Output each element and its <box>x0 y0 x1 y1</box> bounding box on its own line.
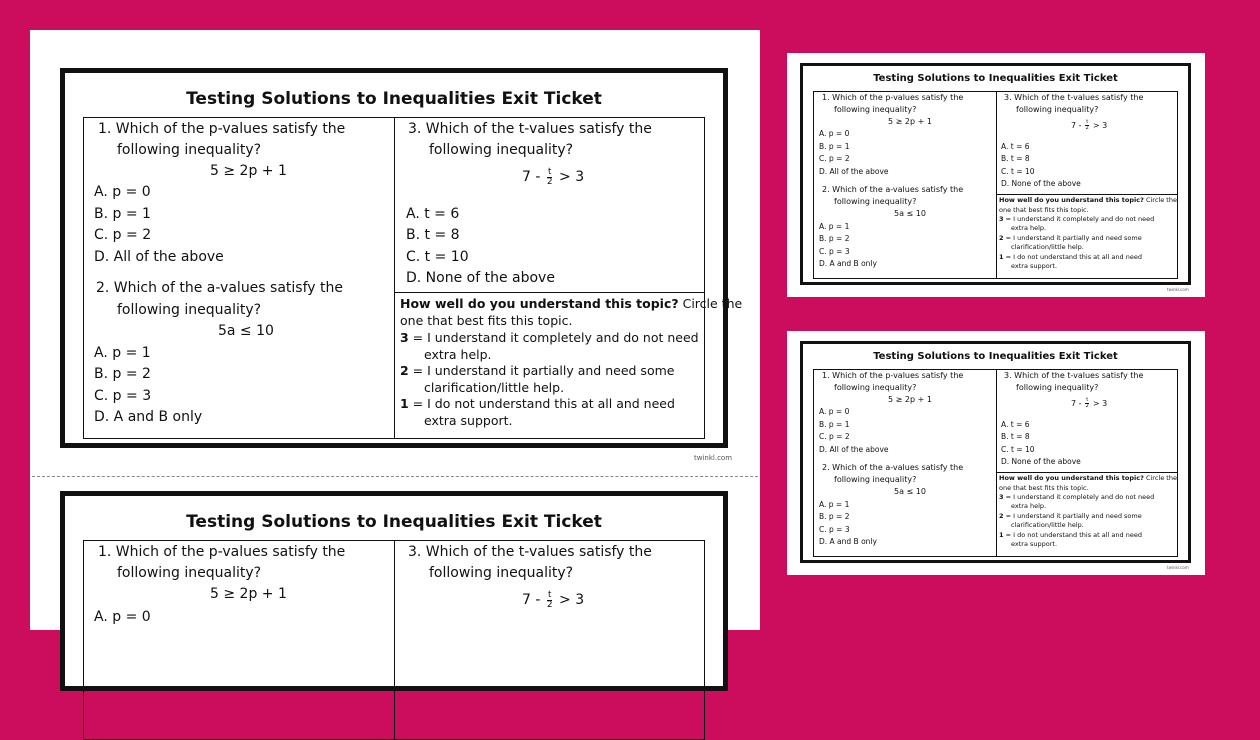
pv-rating-3-num: 3 <box>999 215 1004 223</box>
pv-q3-ineq-left: 7 - <box>1071 120 1085 130</box>
q3-line1: 3. Which of the t-values satisfy the <box>408 121 652 137</box>
preview-row-divider-b <box>996 472 1177 473</box>
pvb-rating-1-text: = I do not understand this at all and need <box>1003 531 1142 539</box>
q3-fraction <box>547 168 553 186</box>
pv-rating-heading-rest: Circle the <box>1143 196 1177 204</box>
q3-fraction-2 <box>547 591 553 609</box>
pvb-rating-2-text: = I understand it partially and need some <box>1003 512 1142 520</box>
q3-line1-2: 3. Which of the t-values satisfy the <box>408 544 652 560</box>
q3-option-a: A. t = 6 <box>406 206 460 222</box>
q1-option-d: D. All of the above <box>94 249 224 265</box>
pv-q3-line2: following inequality? <box>1016 105 1099 114</box>
rating-heading <box>400 298 742 311</box>
preview-grid-b <box>813 369 1178 557</box>
pv-q2-line1: 2. Which of the a-values satisfy the <box>822 185 964 194</box>
rating-2-num: 2 <box>400 363 409 378</box>
q2-inequality: 5a ≤ 10 <box>218 323 274 339</box>
pv-rating-2 <box>999 235 1142 242</box>
q3-fraction-num: t <box>548 167 552 177</box>
rating-2-cont: clarification/little help. <box>424 380 565 395</box>
pv-q3-frac-num: t <box>1086 119 1089 125</box>
pvb-rating-3-num: 3 <box>999 493 1004 501</box>
q3-inequality <box>522 168 584 186</box>
pv-q3-frac <box>1085 120 1089 131</box>
q2-option-a: A. p = 1 <box>94 345 151 361</box>
q3-fraction-den: 2 <box>546 176 553 187</box>
q3-ineq-right-2: > 3 <box>554 592 585 609</box>
pv-q2-c: C. p = 3 <box>819 247 850 256</box>
pv-q3-c: C. t = 10 <box>1001 167 1035 176</box>
pv-q1-line1: 1. Which of the p-values satisfy the <box>822 93 964 102</box>
pv-q2-a: A. p = 1 <box>819 222 850 231</box>
pvb-q1-a: A. p = 0 <box>819 407 850 416</box>
rating-3 <box>400 332 699 345</box>
row-divider <box>394 292 704 293</box>
pv-rating-heading-bold: How well do you understand this topic? <box>999 196 1144 204</box>
pvb-q1-ineq: 5 ≥ 2p + 1 <box>888 395 932 404</box>
pvb-q1-c: C. p = 2 <box>819 432 850 441</box>
brand-logo-preview-top: twinkl.com <box>1167 287 1189 292</box>
brand-logo-main: twinkl.com <box>694 454 733 462</box>
pv-rating-heading <box>999 197 1177 204</box>
ticket-grid-2 <box>83 540 705 740</box>
pv-rating-1-num: 1 <box>999 253 1004 261</box>
q2-option-d: D. A and B only <box>94 409 203 425</box>
pv-q3-a: A. t = 6 <box>1001 142 1030 151</box>
pv-rating-1-text: = I do not understand this at all and need <box>1003 253 1142 261</box>
pvb-q2-c: C. p = 3 <box>819 525 850 534</box>
q3-inequality-2 <box>522 591 584 609</box>
pvb-rating-line2: one that best fits this topic. <box>999 484 1089 492</box>
preview-title: Testing Solutions to Inequalities Exit Ticket <box>873 73 1118 84</box>
q1-line1-2: 1. Which of the p-values satisfy the <box>98 544 346 560</box>
pvb-rating-3 <box>999 494 1154 501</box>
q1-option-b: B. p = 1 <box>94 206 151 222</box>
pvb-rating-heading <box>999 475 1177 482</box>
q3-fraction-num-2: t <box>548 590 552 600</box>
preview-sheet-top <box>787 53 1205 297</box>
q2-option-b: B. p = 2 <box>94 366 151 382</box>
pvb-q3-ineq-right: > 3 <box>1090 398 1108 408</box>
pv-q1-ineq: 5 ≥ 2p + 1 <box>888 117 932 126</box>
pvb-rating-1-num: 1 <box>999 531 1004 539</box>
pv-q3-line1: 3. Which of the t-values satisfy the <box>1004 93 1144 102</box>
pvb-q3-frac <box>1085 398 1089 409</box>
ticket-grid <box>83 117 743 439</box>
pvb-q3-line2: following inequality? <box>1016 383 1099 392</box>
pv-q1-d: D. All of the above <box>819 167 889 176</box>
pvb-q2-line2: following inequality? <box>834 475 917 484</box>
rating-1-text: = I do not understand this at all and need <box>408 396 675 411</box>
q3-fraction-den-2: 2 <box>546 599 553 610</box>
pv-q3-ineq <box>1071 120 1107 131</box>
q3-option-c: C. t = 10 <box>406 249 469 265</box>
preview-sheet-bottom <box>787 331 1205 575</box>
pvb-q2-b: B. p = 2 <box>819 512 850 521</box>
pv-q2-d: D. A and B only <box>819 259 877 268</box>
pvb-q1-b: B. p = 1 <box>819 420 850 429</box>
cut-line <box>32 476 758 477</box>
rating-1 <box>400 398 675 411</box>
q1-inequality-2: 5 ≥ 2p + 1 <box>210 586 287 602</box>
q2-option-c: C. p = 3 <box>94 388 152 404</box>
pvb-q1-d: D. All of the above <box>819 445 889 454</box>
pvb-q2-d: D. A and B only <box>819 537 877 546</box>
pv-q1-a: A. p = 0 <box>819 129 850 138</box>
q3-ineq-right: > 3 <box>554 169 585 186</box>
rating-heading-bold: How well do you understand this topic? <box>400 296 679 311</box>
preview-col-divider-b <box>996 370 997 556</box>
pv-rating-1-cont: extra support. <box>1011 262 1058 270</box>
rating-line2: one that best fits this topic. <box>400 313 573 328</box>
q1-line2: following inequality? <box>117 142 262 158</box>
q1-option-c: C. p = 2 <box>94 227 152 243</box>
pv-rating-2-text: = I understand it partially and need some <box>1003 234 1142 242</box>
pv-rating-3-text: = I understand it completely and do not need <box>1003 215 1155 223</box>
q3-option-d: D. None of the above <box>406 270 555 286</box>
pv-q2-b: B. p = 2 <box>819 234 850 243</box>
pvb-q2-line1: 2. Which of the a-values satisfy the <box>822 463 964 472</box>
pvb-q1-line2: following inequality? <box>834 383 917 392</box>
pv-q1-line2: following inequality? <box>834 105 917 114</box>
preview-ticket-bottom <box>800 341 1191 563</box>
preview-col-divider <box>996 92 997 278</box>
pvb-rating-2-cont: clarification/little help. <box>1011 521 1084 529</box>
q1-option-a: A. p = 0 <box>94 184 151 200</box>
pv-rating-1 <box>999 254 1142 261</box>
q1-line2-2: following inequality? <box>117 565 262 581</box>
q1-option-a-2: A. p = 0 <box>94 609 151 625</box>
pv-q3-frac-den: 2 <box>1085 124 1089 131</box>
pvb-rating-1 <box>999 532 1142 539</box>
rating-2 <box>400 365 674 378</box>
pv-rating-2-num: 2 <box>999 234 1004 242</box>
q2-line2: following inequality? <box>117 302 262 318</box>
pvb-rating-3-cont: extra help. <box>1011 502 1047 510</box>
pvb-rating-2 <box>999 513 1142 520</box>
pv-q3-d: D. None of the above <box>1001 179 1081 188</box>
column-divider <box>394 118 395 438</box>
rating-heading-rest: Circle the <box>678 296 743 311</box>
q1-inequality: 5 ≥ 2p + 1 <box>210 163 287 179</box>
preview-title-b: Testing Solutions to Inequalities Exit Ticket <box>873 351 1118 362</box>
pvb-rating-heading-bold: How well do you understand this topic? <box>999 474 1144 482</box>
pv-q2-line2: following inequality? <box>834 197 917 206</box>
pvb-q3-a: A. t = 6 <box>1001 420 1030 429</box>
pvb-q3-frac-num: t <box>1086 397 1089 403</box>
pvb-q2-a: A. p = 1 <box>819 500 850 509</box>
pvb-q3-ineq <box>1071 398 1107 409</box>
pv-rating-line2: one that best fits this topic. <box>999 206 1089 214</box>
preview-grid <box>813 91 1178 279</box>
pv-q3-ineq-right: > 3 <box>1090 120 1108 130</box>
q3-line2-2: following inequality? <box>429 565 574 581</box>
q1-line1: 1. Which of the p-values satisfy the <box>98 121 346 137</box>
ticket-title: Testing Solutions to Inequalities Exit Ticket <box>186 89 602 109</box>
exit-ticket-second <box>60 491 728 691</box>
rating-2-text: = I understand it partially and need some <box>408 363 675 378</box>
ticket-title-2: Testing Solutions to Inequalities Exit Ticket <box>186 512 602 532</box>
pvb-q3-ineq-left: 7 - <box>1071 398 1085 408</box>
pvb-q3-frac-den: 2 <box>1085 402 1089 409</box>
q3-option-b: B. t = 8 <box>406 227 460 243</box>
pv-q3-b: B. t = 8 <box>1001 154 1030 163</box>
preview-row-divider <box>996 194 1177 195</box>
brand-logo-preview-bottom: twinkl.com <box>1167 565 1189 570</box>
pvb-q1-line1: 1. Which of the p-values satisfy the <box>822 371 964 380</box>
pvb-q3-line1: 3. Which of the t-values satisfy the <box>1004 371 1144 380</box>
q2-line1: 2. Which of the a-values satisfy the <box>96 280 343 296</box>
pvb-q2-ineq: 5a ≤ 10 <box>894 487 926 496</box>
pvb-q3-b: B. t = 8 <box>1001 432 1030 441</box>
pv-rating-3-cont: extra help. <box>1011 224 1047 232</box>
q3-ineq-left: 7 - <box>522 169 545 186</box>
column-divider-2 <box>394 541 395 739</box>
rating-1-num: 1 <box>400 396 409 411</box>
rating-3-num: 3 <box>400 330 409 345</box>
pvb-rating-3-text: = I understand it completely and do not need <box>1003 493 1155 501</box>
pvb-q3-d: D. None of the above <box>1001 457 1081 466</box>
exit-ticket-main <box>60 68 743 448</box>
pvb-rating-2-num: 2 <box>999 512 1004 520</box>
pv-rating-2-cont: clarification/little help. <box>1011 243 1084 251</box>
rating-3-text: = I understand it completely and do not need <box>408 330 699 345</box>
preview-ticket-top <box>800 63 1191 285</box>
pv-q2-ineq: 5a ≤ 10 <box>894 209 926 218</box>
pv-q1-c: C. p = 2 <box>819 154 850 163</box>
pvb-rating-1-cont: extra support. <box>1011 540 1058 548</box>
pv-q1-b: B. p = 1 <box>819 142 850 151</box>
q3-line2: following inequality? <box>429 142 574 158</box>
rating-1-cont: extra support. <box>424 413 513 428</box>
pv-rating-3 <box>999 216 1154 223</box>
rating-3-cont: extra help. <box>424 347 492 362</box>
pvb-rating-heading-rest: Circle the <box>1143 474 1177 482</box>
pvb-q3-c: C. t = 10 <box>1001 445 1035 454</box>
q3-ineq-left-2: 7 - <box>522 592 545 609</box>
